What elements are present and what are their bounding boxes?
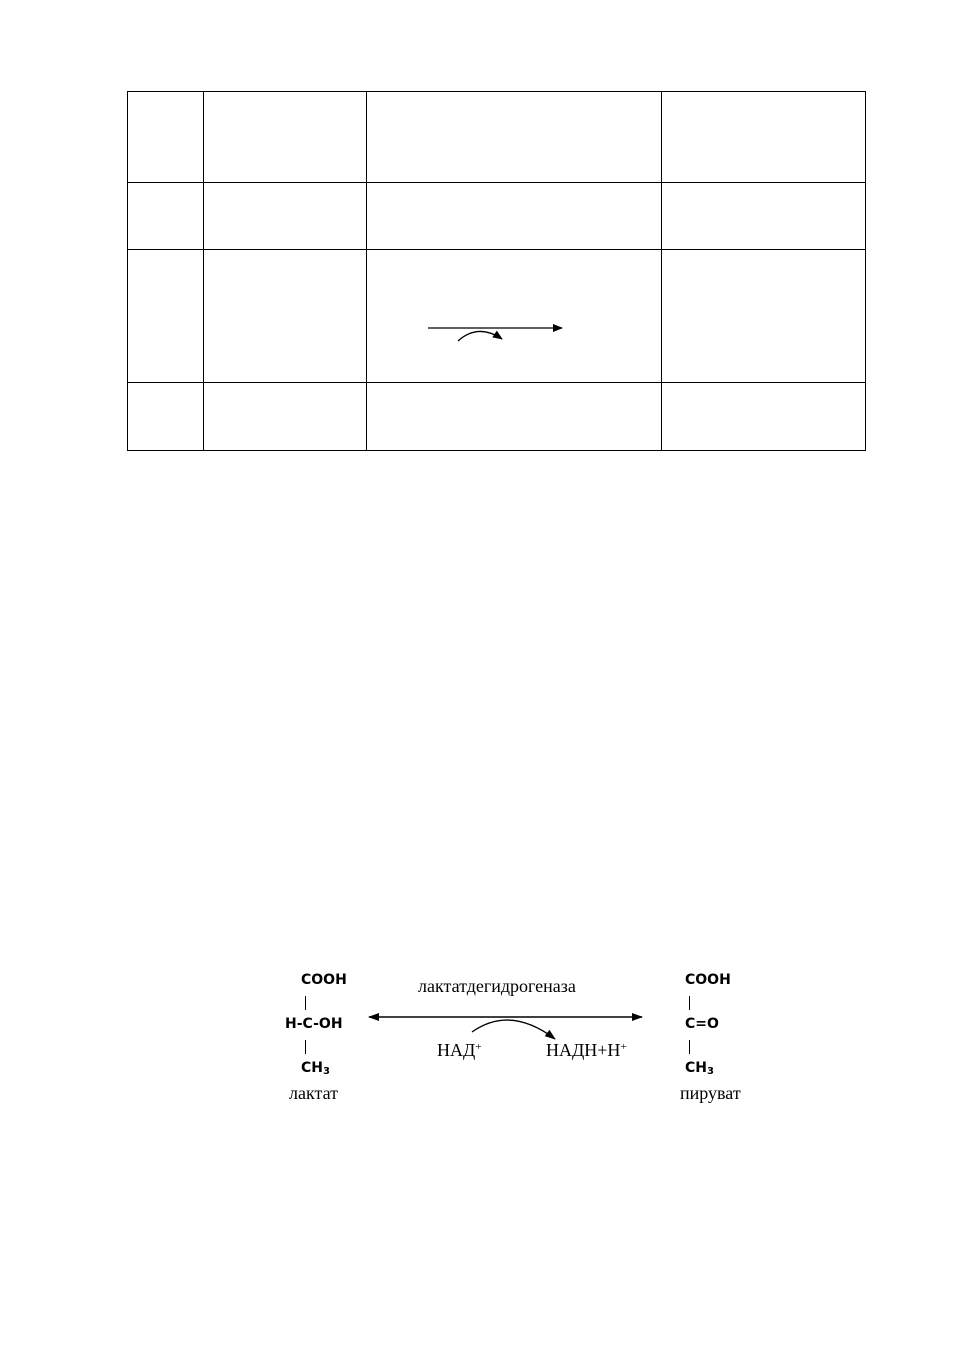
cofactor-nadh: НАДН+Н+	[546, 1040, 627, 1060]
table-cell	[127, 183, 204, 250]
substrate-name: лактат	[289, 1083, 338, 1103]
substrate-cooh: COOH	[301, 972, 347, 988]
table-cell	[204, 91, 367, 183]
table-cell	[662, 91, 866, 183]
table-cell	[127, 383, 204, 451]
product-cooh: COOH	[685, 972, 731, 988]
substrate-bond-bottom	[305, 1040, 306, 1054]
substrate-ch3: $CH_3$	[301, 1060, 330, 1077]
enzyme-label: лактатдегидрогеназа	[418, 976, 576, 996]
substrate-hcoh: H-C-OH	[285, 1016, 343, 1032]
table-cell	[204, 183, 367, 250]
table-cell	[367, 91, 662, 183]
table-reaction-arrow	[420, 315, 580, 355]
table-cell	[367, 183, 662, 250]
table-cell	[127, 91, 204, 183]
product-ch3: $CH_3$	[685, 1060, 714, 1077]
table-cell	[367, 383, 662, 451]
product-co: C=O	[685, 1016, 719, 1032]
cofactor-nad: НАД+	[437, 1040, 482, 1060]
table-cell	[204, 383, 367, 451]
product-name: пируват	[680, 1083, 741, 1103]
table-cell	[127, 250, 204, 383]
table-cell	[662, 250, 866, 383]
table-cell	[204, 250, 367, 383]
table-cell	[662, 383, 866, 451]
substrate-bond-top	[305, 996, 306, 1010]
product-bond-top	[689, 996, 690, 1010]
product-bond-bottom	[689, 1040, 690, 1054]
table-cell	[662, 183, 866, 250]
table-grid	[127, 91, 865, 450]
